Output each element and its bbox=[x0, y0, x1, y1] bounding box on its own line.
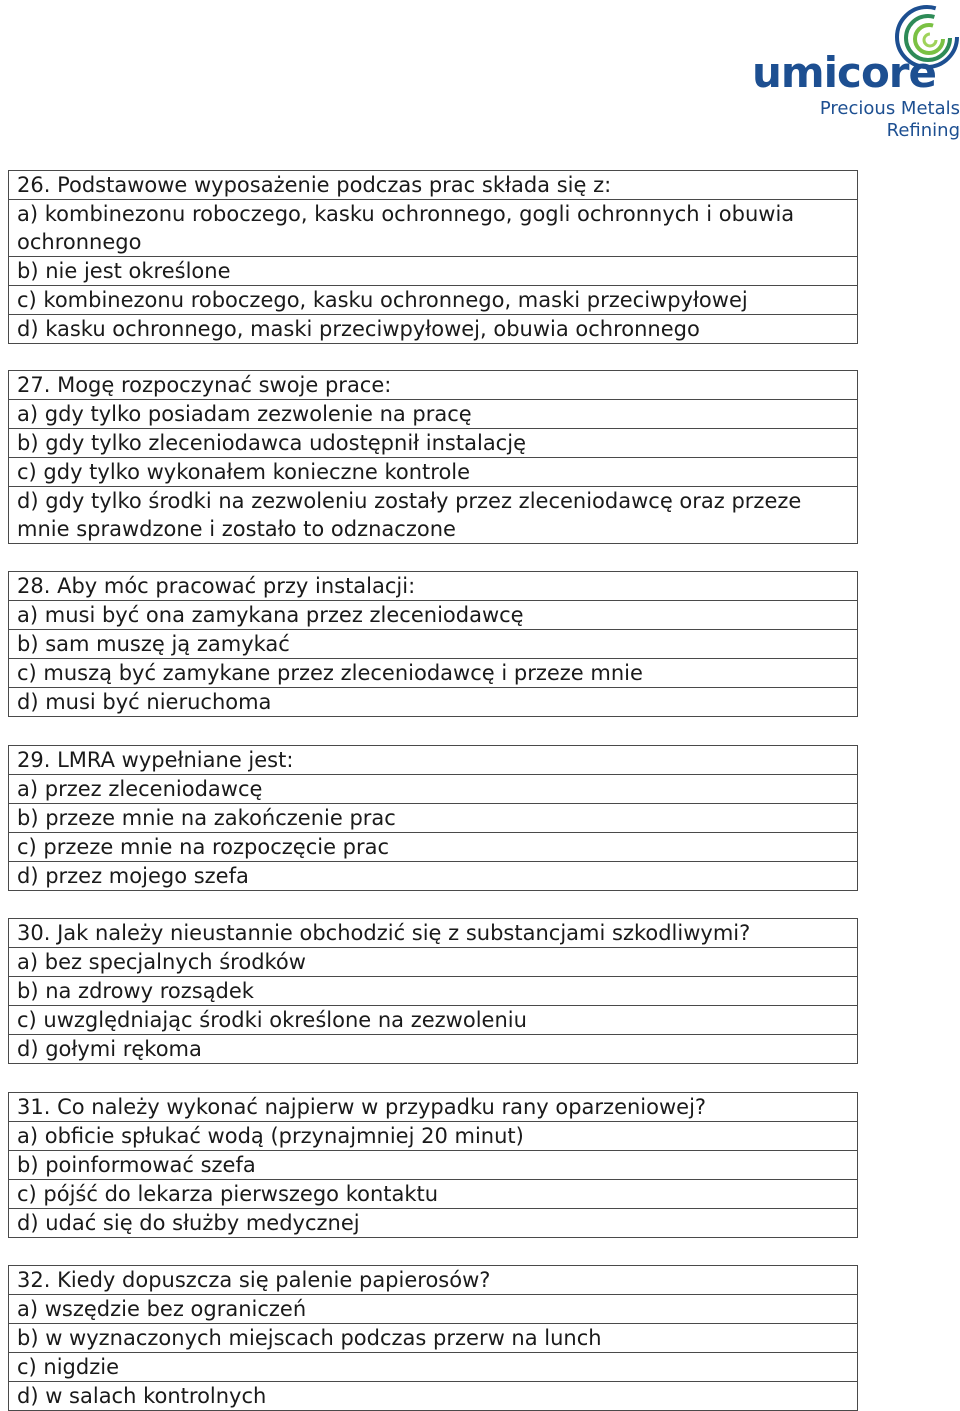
answer-option-c: c) pójść do lekarza pierwszego kontaktu bbox=[9, 1180, 857, 1209]
answer-option-d: d) przez mojego szefa bbox=[17, 864, 249, 888]
answer-option-a: a) wszędzie bez ograniczeń bbox=[9, 1295, 857, 1324]
answer-option-b: b) nie jest określone bbox=[9, 257, 857, 286]
answer-option-d: d) gołymi rękoma bbox=[17, 1037, 202, 1061]
logo-subtitle-line-2: Refining bbox=[886, 120, 960, 141]
question-text: 26. Podstawowe wyposażenie podczas prac składa się z: bbox=[9, 171, 857, 200]
answer-option-b: b) w wyznaczonych miejscach podczas przerw na lunch bbox=[9, 1324, 857, 1353]
answer-option-a: a) kombinezonu roboczego, kasku ochronnego, gogli ochronnych i obuwia ochronnego bbox=[9, 200, 857, 257]
answer-option-a: a) gdy tylko posiadam zezwolenie na pracę bbox=[9, 400, 857, 429]
question-block-28 bbox=[8, 571, 858, 717]
question-text: 27. Mogę rozpoczynać swoje prace: bbox=[9, 371, 857, 400]
answer-option-a: a) przez zleceniodawcę bbox=[9, 775, 857, 804]
question-text: 29. LMRA wypełniane jest: bbox=[9, 746, 857, 775]
answer-option-d: d) kasku ochronnego, maski przeciwpyłowej, obuwia ochronnego bbox=[17, 317, 700, 341]
logo-subtitle-line-1: Precious Metals bbox=[819, 98, 960, 119]
question-text: 32. Kiedy dopuszcza się palenie papierosów? bbox=[9, 1266, 857, 1295]
answer-option-a: a) bez specjalnych środków bbox=[9, 948, 857, 977]
answer-option-c: c) gdy tylko wykonałem konieczne kontrole bbox=[9, 458, 857, 487]
answer-option-d: d) gdy tylko środki na zezwoleniu zostały przez zleceniodawcę oraz przeze mnie sprawdzone i zostało to odznaczone bbox=[17, 489, 802, 541]
answer-option-d: d) w salach kontrolnych bbox=[17, 1384, 267, 1408]
answer-option-b: b) sam muszę ją zamykać bbox=[9, 630, 857, 659]
answer-option-c: c) przeze mnie na rozpoczęcie prac bbox=[9, 833, 857, 862]
answer-option-d: d) musi być nieruchoma bbox=[17, 690, 272, 714]
answer-option-d: d) udać się do służby medycznej bbox=[17, 1211, 360, 1235]
question-block-30 bbox=[8, 918, 858, 1064]
answer-option-a: a) obficie spłukać wodą (przynajmniej 20 minut) bbox=[9, 1122, 857, 1151]
answer-option-c: c) kombinezonu roboczego, kasku ochronnego, maski przeciwpyłowej bbox=[9, 286, 857, 315]
question-text: 30. Jak należy nieustannie obchodzić się z substancjami szkodliwymi? bbox=[9, 919, 857, 948]
question-block-26 bbox=[8, 170, 858, 344]
question-block-29 bbox=[8, 745, 858, 891]
answer-option-b: b) na zdrowy rozsądek bbox=[9, 977, 857, 1006]
question-block-32 bbox=[8, 1265, 858, 1411]
answer-option-a: a) musi być ona zamykana przez zleceniodawcę bbox=[9, 601, 857, 630]
question-text: 28. Aby móc pracować przy instalacji: bbox=[9, 572, 857, 601]
answer-option-b: b) poinformować szefa bbox=[9, 1151, 857, 1180]
answer-option-b: b) gdy tylko zleceniodawca udostępnił instalację bbox=[9, 429, 857, 458]
question-block-27 bbox=[8, 370, 858, 544]
answer-option-c: c) uwzględniając środki określone na zezwoleniu bbox=[9, 1006, 857, 1035]
answer-option-c: c) muszą być zamykane przez zleceniodawcę i przeze mnie bbox=[9, 659, 857, 688]
answer-option-c: c) nigdzie bbox=[9, 1353, 857, 1382]
answer-option-b: b) przeze mnie na zakończenie prac bbox=[9, 804, 857, 833]
umicore-logo bbox=[748, 4, 960, 144]
question-text: 31. Co należy wykonać najpierw w przypadku rany oparzeniowej? bbox=[9, 1093, 857, 1122]
question-block-31 bbox=[8, 1092, 858, 1238]
logo-wordmark: umicore bbox=[752, 48, 937, 97]
